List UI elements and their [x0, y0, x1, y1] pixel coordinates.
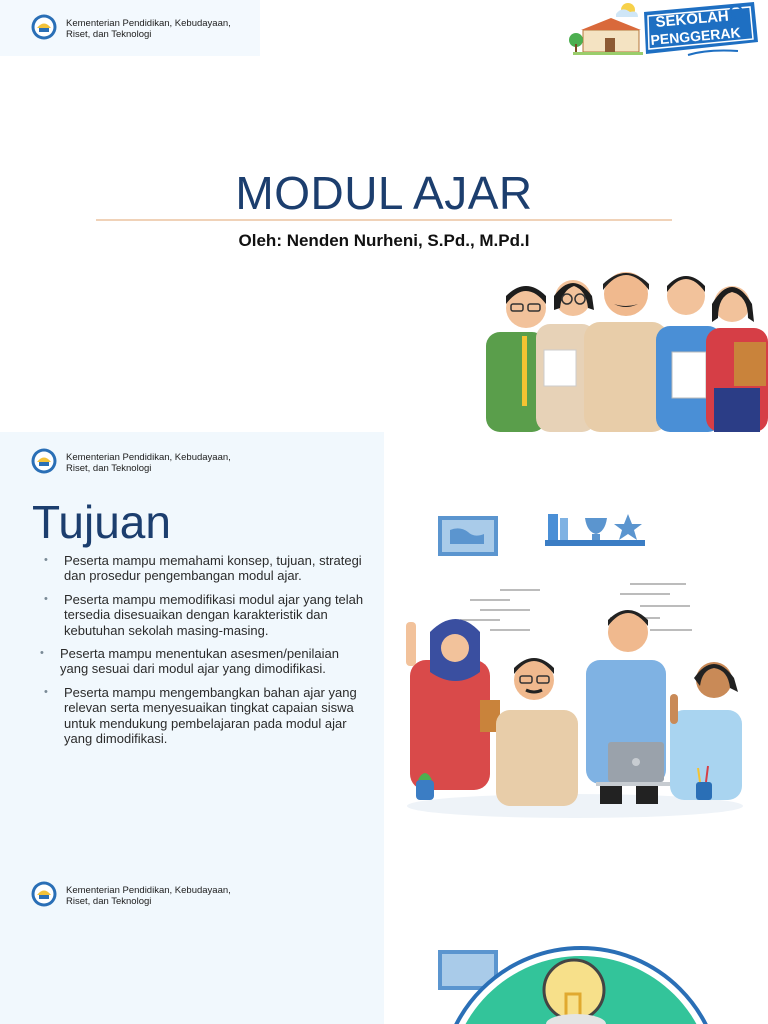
badge-line-2: PENGGERAK — [649, 24, 742, 48]
slide-next — [0, 864, 768, 1024]
slide-objectives — [0, 432, 768, 864]
ministry-line-1: Kementerian Pendidikan, Kebudayaan, — [66, 18, 231, 29]
list-item: • Peserta mampu memodifikasi modul ajar yang telah tersedia disesuaikan dengan karakteristik dan kebutuhan sekolah masing-masing. — [44, 591, 364, 638]
page-title: MODUL AJAR — [235, 167, 533, 219]
objective-list — [42, 553, 368, 754]
lightbulb-illustration — [436, 938, 726, 1024]
ministry-line-2: Riset, dan Teknologi — [66, 896, 152, 907]
bullet-icon: • — [44, 554, 48, 566]
ministry-line-2: Riset, dan Teknologi — [66, 463, 152, 474]
sekolah-penggerak-logo — [568, 0, 768, 60]
section-heading: Tujuan — [32, 496, 171, 548]
ministry-line-2: Riset, dan Teknologi — [66, 29, 152, 40]
bullet-icon: • — [44, 685, 48, 698]
teachers-group-illustration — [484, 268, 768, 432]
ministry-name — [66, 885, 266, 907]
bullet-icon: • — [40, 647, 44, 660]
office-team-illustration — [400, 510, 750, 820]
ministry-name — [66, 452, 266, 474]
tut-wuri-logo-icon — [31, 448, 57, 474]
ministry-name — [66, 18, 266, 40]
slide-cover — [0, 0, 768, 432]
author-line: Oleh: Nenden Nurheni, S.Pd., M.Pd.I — [238, 231, 530, 250]
tut-wuri-logo-icon — [31, 881, 57, 907]
badge-line-1: SEKOLAH — [654, 7, 730, 31]
bullet-icon: • — [44, 592, 48, 605]
list-item: • Peserta mampu mengembangkan bahan ajar yang relevan serta menyesuaikan tingkat capaian siswa untuk mendukung pembelajaran pada modul ajar yang dimodifikasi. — [44, 684, 357, 747]
ministry-line-1: Kementerian Pendidikan, Kebudayaan, — [66, 885, 231, 896]
tut-wuri-logo-icon — [31, 14, 57, 40]
list-item: • Peserta mampu memahami konsep, tujuan, strategi dan prosedur pengembangan modul ajar. — [44, 553, 362, 584]
title-divider — [96, 219, 672, 221]
ministry-line-1: Kementerian Pendidikan, Kebudayaan, — [66, 452, 231, 463]
list-item: • Peserta mampu menentukan asesmen/penilaian yang sesuai dari modul ajar yang dimodifikasi. — [40, 646, 339, 677]
